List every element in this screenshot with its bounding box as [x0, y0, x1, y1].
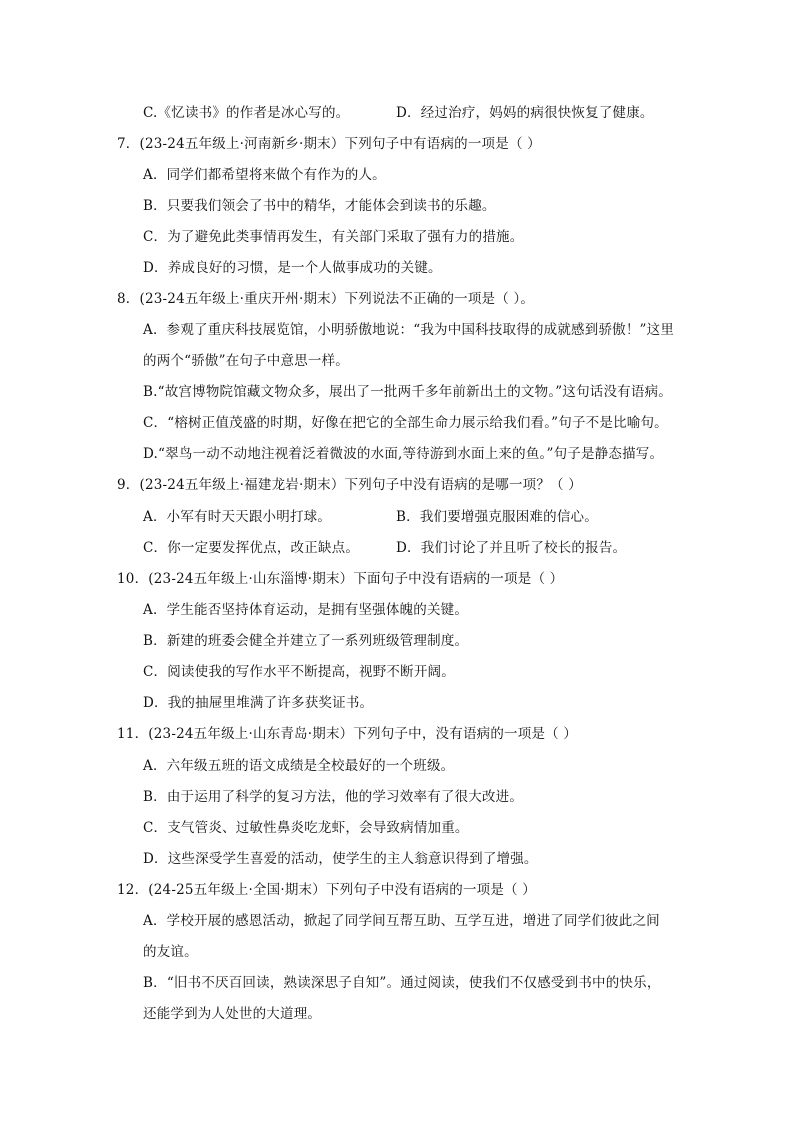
option-line: C．“榕树正值茂盛的时期，好像在把它的全部生命力展示给我们看。”句子不是比喻句。 — [143, 415, 668, 431]
option-line: C．支气管炎、过敏性鼻炎吃龙虾，会导致病情加重。 — [143, 820, 469, 836]
question-stem-line: 11．(23-24五年级上·山东青岛·期末）下列句子中，没有语病的一项是（ ） — [117, 726, 578, 742]
option-line: D．这些深受学生喜爱的活动，使学生的主人翁意识得到了增强。 — [143, 851, 538, 867]
option-line: A．同学们都希望将来做个有作为的人。 — [143, 167, 386, 183]
option-line: D．经过治疗，妈妈的病很快恢复了健康。 — [396, 105, 654, 121]
question-stem-line: 12．(24-25五年级上·全国·期末）下列句子中没有语病的一项是（ ） — [117, 882, 536, 898]
option-line: 的两个“骄傲”在句子中意思一样。 — [143, 353, 350, 369]
option-line: B．只要我们领会了书中的精华，才能体会到读书的乐趣。 — [143, 198, 496, 214]
option-line: D．我的抽屉里堆满了许多获奖证书。 — [143, 695, 374, 711]
question-stem-line: 9．(23-24五年级上·福建龙岩·期末）下列句子中没有语病的是哪一项？（ ） — [117, 477, 582, 493]
option-line: A．小军有时天天跟小明打球。 — [143, 509, 332, 525]
option-line: C.《忆读书》的作者是冰心写的。 — [143, 105, 350, 121]
option-line: B．“旧书不厌百回读，熟读深思子自知”。通过阅读，使我们不仅感受到书中的快乐， — [143, 975, 661, 991]
option-line: 还能学到为人处世的大道理。 — [143, 1006, 322, 1022]
option-line: D．我们讨论了并且听了校长的报告。 — [396, 540, 627, 556]
question-stem-line: 8．(23-24五年级上·重庆开州·期末）下列说法不正确的一项是（ ）。 — [117, 291, 535, 307]
option-line: 的友谊。 — [143, 944, 198, 960]
question-stem-line: 7．(23-24五年级上·河南新乡·期末）下列句子中有语病的一项是（ ） — [117, 136, 541, 152]
option-line: C．阅读使我的写作水平不断提高，视野不断开阔。 — [143, 664, 455, 680]
option-line: A．参观了重庆科技展览馆，小明骄傲地说：“我为中国科技取得的成就感到骄傲！”这里 — [143, 322, 675, 338]
option-line: D.“翠鸟一动不动地注视着泛着微波的水面,等待游到水面上来的鱼。”句子是静态描写。 — [143, 446, 664, 462]
option-line: A．六年级五班的语文成绩是全校最好的一个班级。 — [143, 758, 455, 774]
option-line: C．为了避免此类事情再发生，有关部门采取了强有力的措施。 — [143, 229, 524, 245]
option-line: B.“故宫博物院馆藏文物众多，展出了一批两千多年前新出土的文物。”这句话没有语病。 — [143, 384, 672, 400]
option-line: A．学校开展的感恩活动，掀起了同学间互帮互助、互学互进，增进了同学们彼此之间 — [143, 913, 660, 929]
question-stem-line: 10．(23-24五年级上·山东淄博·期末）下面句子中没有语病的一项是（ ） — [117, 571, 564, 587]
option-line: A．学生能否坚持体育运动，是拥有坚强体魄的关键。 — [143, 602, 469, 618]
option-line: C．你一定要发挥优点，改正缺点。 — [143, 540, 360, 556]
option-line: D．养成良好的习惯，是一个人做事成功的关键。 — [143, 260, 442, 276]
option-line: B．我们要增强克服困难的信心。 — [396, 509, 598, 525]
option-line: B．由于运用了科学的复习方法，他的学习效率有了很大改进。 — [143, 789, 524, 805]
option-line: B．新建的班委会健全并建立了一系列班级管理制度。 — [143, 633, 469, 649]
